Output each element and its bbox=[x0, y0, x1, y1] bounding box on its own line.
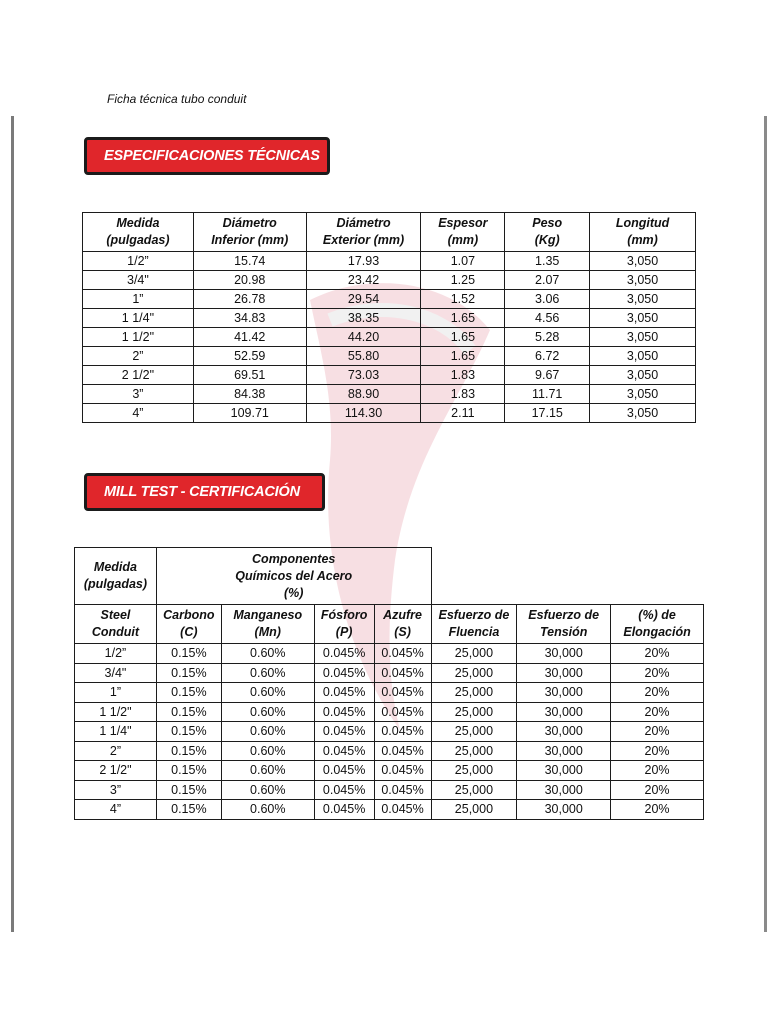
mill-cell: 0.045% bbox=[374, 722, 431, 742]
specs-cell: 1.35 bbox=[505, 252, 590, 271]
specs-table-header-row bbox=[83, 213, 696, 252]
mill-cell: 1 1/4" bbox=[75, 722, 157, 742]
mill-cell: 3/4" bbox=[75, 663, 157, 683]
mill-cell: 0.045% bbox=[374, 741, 431, 761]
mill-cell: 0.15% bbox=[156, 780, 221, 800]
mill-cell: 0.60% bbox=[221, 780, 314, 800]
table-row bbox=[75, 702, 704, 722]
specs-cell: 3/4" bbox=[83, 271, 194, 290]
mill-header-line: Steel bbox=[100, 608, 131, 622]
table-row bbox=[75, 663, 704, 683]
mill-header-line: Carbono bbox=[163, 608, 215, 622]
mill-medida-line-1: Medida bbox=[93, 560, 137, 574]
mill-cell: 0.045% bbox=[374, 780, 431, 800]
specs-cell: 26.78 bbox=[193, 290, 306, 309]
mill-cell: 0.60% bbox=[221, 702, 314, 722]
chemical-components-header bbox=[156, 548, 431, 605]
specs-table bbox=[82, 212, 696, 423]
components-line-3: (%) bbox=[283, 585, 304, 600]
mill-medida-line-2: (pulgadas) bbox=[83, 577, 148, 591]
specs-cell: 38.35 bbox=[306, 309, 421, 328]
mill-header-cell bbox=[314, 605, 374, 644]
mill-cell: 30,000 bbox=[517, 683, 611, 703]
specs-cell: 1.52 bbox=[421, 290, 505, 309]
specs-cell: 1.83 bbox=[421, 366, 505, 385]
specs-cell: 52.59 bbox=[193, 347, 306, 366]
specs-cell: 1.65 bbox=[421, 347, 505, 366]
table-row bbox=[83, 366, 696, 385]
mill-header-cell bbox=[156, 605, 221, 644]
mill-header-line: Fósforo bbox=[320, 608, 368, 622]
specs-cell: 1/2” bbox=[83, 252, 194, 271]
mill-test-header-row bbox=[75, 605, 704, 644]
specs-cell: 2.07 bbox=[505, 271, 590, 290]
specs-cell: 3,050 bbox=[590, 328, 696, 347]
mill-cell: 0.60% bbox=[221, 761, 314, 781]
mill-cell: 0.045% bbox=[314, 741, 374, 761]
mill-cell: 25,000 bbox=[431, 683, 517, 703]
mill-cell: 0.60% bbox=[221, 644, 314, 664]
mill-cell: 3” bbox=[75, 780, 157, 800]
mill-cell: 20% bbox=[611, 702, 704, 722]
table-row bbox=[75, 722, 704, 742]
mill-header-line: Azufre bbox=[383, 608, 422, 622]
mill-header-line: Fluencia bbox=[448, 625, 500, 639]
table-row bbox=[83, 347, 696, 366]
mill-header-cell bbox=[431, 605, 517, 644]
mill-header-line: Tensión bbox=[539, 625, 588, 639]
mill-cell: 1/2” bbox=[75, 644, 157, 664]
mill-cell: 0.60% bbox=[221, 800, 314, 820]
table-row bbox=[83, 309, 696, 328]
mill-header-cell bbox=[517, 605, 611, 644]
mill-cell: 30,000 bbox=[517, 702, 611, 722]
mill-cell: 0.15% bbox=[156, 800, 221, 820]
mill-cell: 0.15% bbox=[156, 663, 221, 683]
mill-cell: 0.15% bbox=[156, 722, 221, 742]
specs-cell: 6.72 bbox=[505, 347, 590, 366]
mill-cell: 0.15% bbox=[156, 644, 221, 664]
specs-cell: 114.30 bbox=[306, 404, 421, 423]
mill-cell: 25,000 bbox=[431, 741, 517, 761]
specs-cell: 3” bbox=[83, 385, 194, 404]
specs-cell: 1.65 bbox=[421, 309, 505, 328]
specs-cell: 1” bbox=[83, 290, 194, 309]
specs-cell: 2 1/2" bbox=[83, 366, 194, 385]
specs-cell: 1.65 bbox=[421, 328, 505, 347]
mill-header-line: Manganeso bbox=[233, 608, 303, 622]
specs-header-cell bbox=[83, 213, 194, 252]
specs-cell: 69.51 bbox=[193, 366, 306, 385]
specs-header-line: Diámetro bbox=[222, 216, 277, 230]
specs-cell: 2.11 bbox=[421, 404, 505, 423]
mill-header-line: (P) bbox=[335, 625, 353, 639]
table-row bbox=[83, 404, 696, 423]
mill-cell: 0.15% bbox=[156, 683, 221, 703]
mill-cell: 0.045% bbox=[314, 644, 374, 664]
specs-cell: 44.20 bbox=[306, 328, 421, 347]
mill-cell: 20% bbox=[611, 741, 704, 761]
specs-cell: 3,050 bbox=[590, 366, 696, 385]
mill-test-table-body bbox=[75, 644, 704, 820]
mill-cell: 25,000 bbox=[431, 644, 517, 664]
specs-banner: ESPECIFICACIONES TÉCNICAS bbox=[84, 137, 330, 175]
document-header: Ficha técnica tubo conduit bbox=[107, 92, 247, 106]
components-line-1: Componentes bbox=[252, 551, 336, 566]
mill-cell: 0.60% bbox=[221, 722, 314, 742]
specs-cell: 34.83 bbox=[193, 309, 306, 328]
specs-cell: 1.25 bbox=[421, 271, 505, 290]
mill-cell: 2” bbox=[75, 741, 157, 761]
components-line-2: Químicos del Acero bbox=[235, 568, 353, 583]
specs-header-line: (pulgadas) bbox=[106, 233, 170, 247]
specs-cell: 29.54 bbox=[306, 290, 421, 309]
mill-cell: 0.15% bbox=[156, 702, 221, 722]
specs-cell: 2” bbox=[83, 347, 194, 366]
table-row bbox=[83, 271, 696, 290]
specs-cell: 3,050 bbox=[590, 271, 696, 290]
table-row bbox=[75, 683, 704, 703]
specs-header-cell bbox=[193, 213, 306, 252]
specs-cell: 41.42 bbox=[193, 328, 306, 347]
specs-header-line: Longitud bbox=[615, 216, 670, 230]
specs-cell: 23.42 bbox=[306, 271, 421, 290]
mill-cell: 25,000 bbox=[431, 761, 517, 781]
mill-cell: 0.045% bbox=[314, 800, 374, 820]
page-right-edge bbox=[764, 116, 767, 932]
mill-header-line: Conduit bbox=[91, 625, 140, 639]
table-row bbox=[83, 290, 696, 309]
specs-cell: 1.83 bbox=[421, 385, 505, 404]
mill-cell: 0.045% bbox=[314, 780, 374, 800]
table-row bbox=[83, 328, 696, 347]
specs-header-cell bbox=[306, 213, 421, 252]
table-row bbox=[83, 252, 696, 271]
specs-cell: 4.56 bbox=[505, 309, 590, 328]
mill-cell: 20% bbox=[611, 683, 704, 703]
specs-cell: 55.80 bbox=[306, 347, 421, 366]
mill-header-line: Esfuerzo de bbox=[438, 608, 510, 622]
mill-cell: 0.60% bbox=[221, 663, 314, 683]
mill-cell: 1 1/2" bbox=[75, 702, 157, 722]
mill-cell: 20% bbox=[611, 780, 704, 800]
specs-cell: 11.71 bbox=[505, 385, 590, 404]
specs-cell: 3,050 bbox=[590, 290, 696, 309]
mill-test-banner: MILL TEST - CERTIFICACIÓN bbox=[84, 473, 325, 511]
mill-cell: 30,000 bbox=[517, 780, 611, 800]
mill-header-line: (Mn) bbox=[254, 625, 281, 639]
specs-header-cell bbox=[421, 213, 505, 252]
mill-header-cell bbox=[75, 605, 157, 644]
specs-header-line: Inferior (mm) bbox=[211, 233, 289, 247]
mill-header-cell bbox=[221, 605, 314, 644]
specs-cell: 84.38 bbox=[193, 385, 306, 404]
mill-cell: 0.045% bbox=[374, 644, 431, 664]
specs-cell: 9.67 bbox=[505, 366, 590, 385]
mill-cell: 20% bbox=[611, 761, 704, 781]
specs-header-line: Espesor bbox=[438, 216, 488, 230]
mill-cell: 0.045% bbox=[374, 663, 431, 683]
page-left-edge bbox=[11, 116, 14, 932]
mill-cell: 0.60% bbox=[221, 683, 314, 703]
mill-header-line: Elongación bbox=[623, 625, 691, 639]
table-row bbox=[75, 800, 704, 820]
mill-cell: 0.60% bbox=[221, 741, 314, 761]
mill-cell: 30,000 bbox=[517, 663, 611, 683]
mill-cell: 25,000 bbox=[431, 722, 517, 742]
mill-cell: 25,000 bbox=[431, 663, 517, 683]
specs-header-line: (mm) bbox=[627, 233, 658, 247]
mill-cell: 0.045% bbox=[374, 683, 431, 703]
specs-cell: 3,050 bbox=[590, 385, 696, 404]
specs-header-line: (Kg) bbox=[534, 233, 560, 247]
specs-header-line: Diámetro bbox=[336, 216, 391, 230]
mill-header-line: (S) bbox=[394, 625, 411, 639]
specs-cell: 15.74 bbox=[193, 252, 306, 271]
mill-cell: 0.045% bbox=[374, 761, 431, 781]
specs-cell: 17.93 bbox=[306, 252, 421, 271]
table-row bbox=[75, 780, 704, 800]
specs-cell: 5.28 bbox=[505, 328, 590, 347]
specs-cell: 20.98 bbox=[193, 271, 306, 290]
mill-cell: 25,000 bbox=[431, 702, 517, 722]
specs-cell: 3.06 bbox=[505, 290, 590, 309]
specs-header-line: Peso bbox=[532, 216, 563, 230]
mill-cell: 20% bbox=[611, 722, 704, 742]
specs-header-cell bbox=[590, 213, 696, 252]
mill-header-line: (%) de bbox=[638, 608, 676, 622]
specs-cell: 1 1/4" bbox=[83, 309, 194, 328]
mill-cell: 25,000 bbox=[431, 780, 517, 800]
mill-header-line: (C) bbox=[180, 625, 198, 639]
mill-cell: 0.045% bbox=[314, 761, 374, 781]
specs-cell: 73.03 bbox=[306, 366, 421, 385]
table-row bbox=[75, 644, 704, 664]
specs-cell: 1.07 bbox=[421, 252, 505, 271]
mill-cell: 1” bbox=[75, 683, 157, 703]
specs-cell: 4” bbox=[83, 404, 194, 423]
mill-cell: 0.15% bbox=[156, 761, 221, 781]
specs-header-line: Exterior (mm) bbox=[322, 233, 405, 247]
empty-header-space bbox=[431, 548, 703, 605]
mill-cell: 0.045% bbox=[314, 683, 374, 703]
mill-cell: 20% bbox=[611, 644, 704, 664]
mill-cell: 30,000 bbox=[517, 761, 611, 781]
mill-header-cell bbox=[611, 605, 704, 644]
specs-header-line: (mm) bbox=[447, 233, 479, 247]
mill-medida-header bbox=[75, 548, 157, 605]
mill-test-table bbox=[74, 547, 704, 820]
specs-cell: 3,050 bbox=[590, 252, 696, 271]
mill-header-cell bbox=[374, 605, 431, 644]
mill-test-top-header-row bbox=[75, 548, 704, 605]
mill-cell: 20% bbox=[611, 663, 704, 683]
mill-cell: 4” bbox=[75, 800, 157, 820]
specs-cell: 3,050 bbox=[590, 309, 696, 328]
mill-cell: 2 1/2" bbox=[75, 761, 157, 781]
mill-header-line: Esfuerzo de bbox=[528, 608, 600, 622]
specs-cell: 3,050 bbox=[590, 347, 696, 366]
mill-cell: 0.045% bbox=[374, 702, 431, 722]
mill-cell: 30,000 bbox=[517, 722, 611, 742]
mill-cell: 0.045% bbox=[314, 722, 374, 742]
specs-header-line: Medida bbox=[116, 216, 160, 230]
mill-cell: 0.045% bbox=[374, 800, 431, 820]
table-row bbox=[83, 385, 696, 404]
mill-cell: 30,000 bbox=[517, 644, 611, 664]
mill-cell: 30,000 bbox=[517, 800, 611, 820]
specs-header-cell bbox=[505, 213, 590, 252]
specs-cell: 88.90 bbox=[306, 385, 421, 404]
specs-cell: 3,050 bbox=[590, 404, 696, 423]
mill-cell: 20% bbox=[611, 800, 704, 820]
specs-cell: 109.71 bbox=[193, 404, 306, 423]
table-row bbox=[75, 741, 704, 761]
specs-table-body bbox=[83, 252, 696, 423]
mill-cell: 30,000 bbox=[517, 741, 611, 761]
specs-cell: 1 1/2" bbox=[83, 328, 194, 347]
specs-cell: 17.15 bbox=[505, 404, 590, 423]
mill-cell: 0.15% bbox=[156, 741, 221, 761]
mill-cell: 0.045% bbox=[314, 702, 374, 722]
mill-cell: 0.045% bbox=[314, 663, 374, 683]
table-row bbox=[75, 761, 704, 781]
mill-cell: 25,000 bbox=[431, 800, 517, 820]
